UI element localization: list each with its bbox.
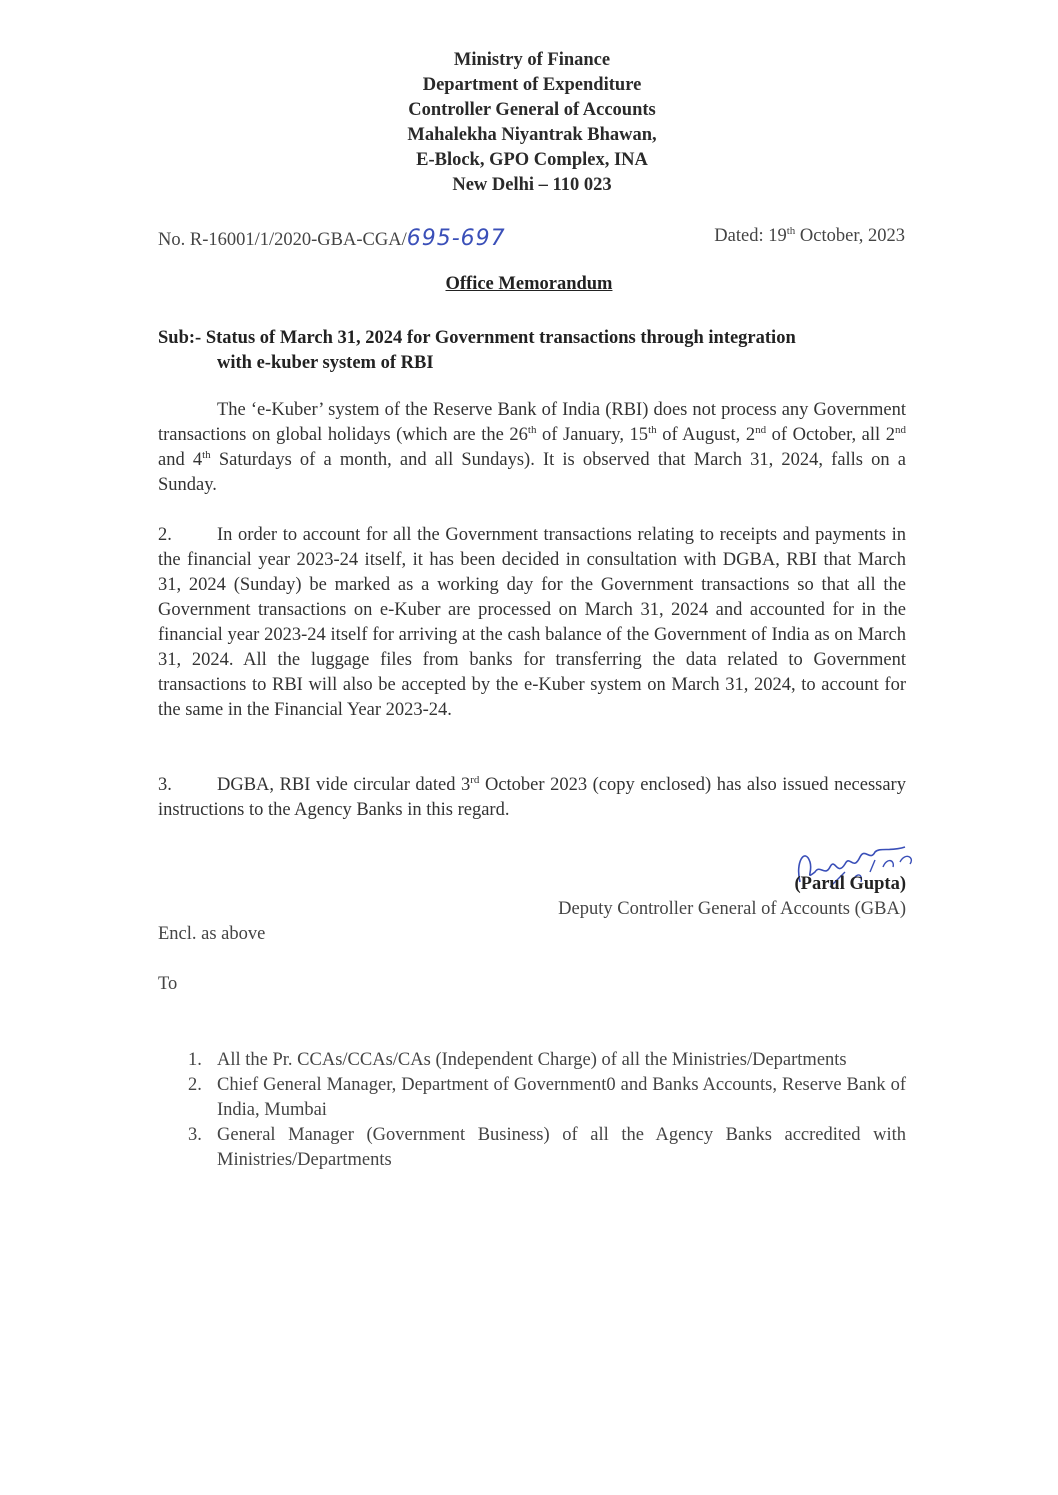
item-number: 2. — [188, 1075, 202, 1095]
item-text: General Manager (Government Business) of all the Agency Banks accredited with Ministries/Departments — [217, 1125, 906, 1170]
date-sup: th — [786, 224, 796, 237]
superscript: nd — [755, 423, 767, 436]
letterhead-line: E-Block, GPO Complex, INA — [416, 150, 648, 170]
letterhead-line: Department of Expenditure — [422, 75, 642, 95]
paragraph-text: October 2023 (copy enclosed) has also issued necessary instructions to the Agency Banks in this regard. — [158, 775, 906, 820]
paragraph-text: of October, all 2 — [766, 425, 896, 445]
recipient-list — [188, 1048, 906, 1173]
subject — [158, 326, 908, 376]
paragraph-text: The ‘e-Kuber’ system of the Reserve Bank of India (RBI) does not process any Government transactions on global holidays (which are the 26 — [158, 400, 906, 445]
superscript: th — [648, 423, 657, 436]
list-item — [188, 1073, 906, 1123]
letterhead-line: New Delhi – 110 023 — [452, 175, 612, 195]
item-text: All the Pr. CCAs/CCAs/CAs (Independent Charge) of all the Ministries/Departments — [217, 1050, 847, 1070]
paragraph-text: Saturdays of a month, and all Sundays). It is observed that March 31, 2024, falls on a Sunday. — [158, 450, 906, 495]
paragraph-2 — [158, 523, 906, 723]
letterhead — [0, 48, 1058, 198]
enclosure-note: Encl. as above — [158, 924, 266, 944]
superscript: rd — [470, 773, 480, 786]
paragraph-1 — [158, 398, 906, 498]
subject-line: with e-kuber system of RBI — [217, 353, 434, 373]
paragraph-3 — [158, 773, 906, 823]
handwritten-ref: 695-697 — [406, 226, 506, 251]
superscript: th — [527, 423, 537, 436]
item-number: 3. — [188, 1125, 202, 1145]
item-text: Chief General Manager, Department of Government0 and Banks Accounts, Reserve Bank of India, Mumbai — [217, 1075, 906, 1120]
letterhead-line: Controller General of Accounts — [408, 100, 656, 120]
date-label: Dated: 19 — [714, 226, 787, 246]
reference-number — [158, 226, 506, 251]
date — [714, 226, 905, 247]
item-number: 1. — [188, 1050, 202, 1070]
signatory-name: (Parul Gupta) — [794, 874, 906, 894]
superscript: nd — [895, 423, 907, 436]
paragraph-text: In order to account for all the Government transactions relating to receipts and payments in the financial year 2023-24 itself, it has been decided in consultation with DGBA, RBI that March 31, 2024 (Sunday) be marked as a working day for the Government transactions so that all the Government transactions on e-Kuber are processed on March 31, 2024 and accounted for in the financial year 2023-24 itself for arriving at the cash balance of the Government of India as on March 31, 2024. All the luggage files from banks for transferring the data related to Government transactions to RBI will also be accepted by the e-Kuber system on March 31, 2024, to account for the same in the Financial Year 2023-24. — [158, 525, 906, 720]
paragraph-number: 2. — [158, 525, 172, 545]
paragraph-number: 3. — [158, 775, 172, 795]
letterhead-line: Ministry of Finance — [453, 50, 611, 70]
subject-line: Sub:- Status of March 31, 2024 for Government transactions through integration — [158, 328, 796, 348]
paragraph-text: of January, 15 — [536, 425, 649, 445]
superscript: th — [202, 448, 211, 461]
memo-title: Office Memorandum — [445, 274, 613, 294]
date-rest: October, 2023 — [795, 226, 905, 246]
list-item — [188, 1123, 906, 1173]
paragraph-text: of August, 2 — [656, 425, 756, 445]
ref-prefix: No. R-16001/1/2020-GBA-CGA/ — [158, 230, 407, 250]
paragraph-text: DGBA, RBI vide circular dated 3 — [217, 775, 471, 795]
paragraph-text: and 4 — [158, 450, 203, 470]
to-label: To — [158, 974, 178, 994]
signatory-designation: Deputy Controller General of Accounts (GBA) — [558, 899, 906, 919]
list-item — [188, 1048, 906, 1073]
letterhead-line: Mahalekha Niyantrak Bhawan, — [407, 125, 657, 145]
